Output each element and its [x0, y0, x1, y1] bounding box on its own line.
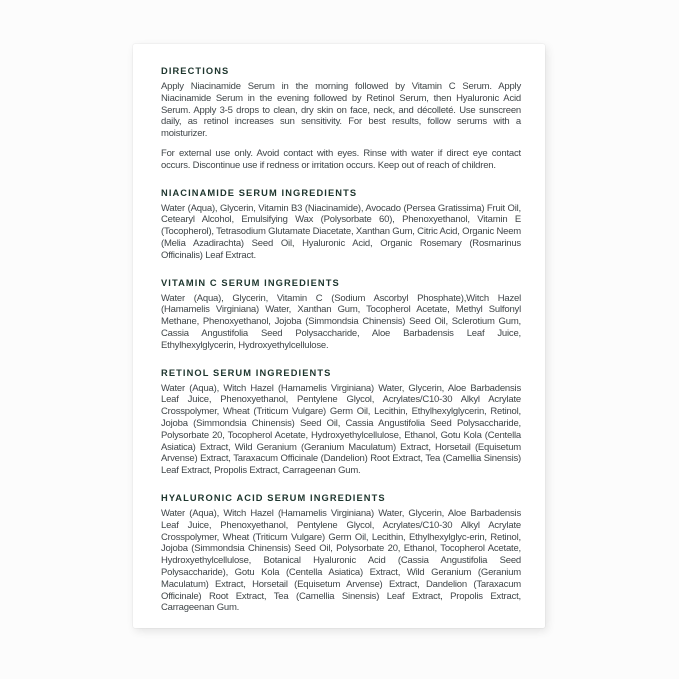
ingredients-label-card — [133, 44, 545, 628]
hyaluronic-acid-ingredients-heading: HYALURONIC ACID SERUM INGREDIENTS — [161, 492, 386, 503]
retinol-ingredients-text: Water (Aqua), Witch Hazel (Hamamelis Virginiana) Water, Glycerin, Aloe Barbadensis Leaf Juice, Phenoxyethanol, Pentylene Glycol, Acrylates/C10-30 Alkyl Acrylate Crosspolymer, Wheat (Triticum Vulgare) Germ Oil, Lecithin, Ethylhexylglycerin, Retinol, Jojoba (Simmondsia Chinensis) Seed Oil, Cassia Angustifolia Seed Polysaccharide, Polysorbate 20, Tocopherol Acetate, Hydroxyethylcellulose, Ethanol, Gotu Kola (Centella Asiatica) Extract, Wild Geranium (Geranium Maculatum) Extract, Horsetail (Equisetum Arvense) Extract, Taraxacum Officinale (Dandelion) Root Extract, Tea (Camellia Sinensis) Leaf Extract, Propolis Extract, Carrageenan Gum. — [161, 382, 521, 477]
section-hyaluronic-acid-ingredients — [161, 492, 521, 614]
vitamin-c-ingredients-text: Water (Aqua), Glycerin, Vitamin C (Sodium Ascorbyl Phosphate),Witch Hazel (Hamamelis Virginiana) Water, Xanthan Gum, Tocopherol Acetate, Methyl Sulfonyl Methane, Phenoxyethanol, Jojoba (Simmondsia Chinensis) Seed Oil, Sclerotium Gum, Cassia Angustifolia Seed Polysaccharide, Aloe Barbadensis Leaf Juice, Ethylhexylglycerin, Hydroxyethylcellulose. — [161, 292, 521, 351]
hyaluronic-acid-ingredients-text: Water (Aqua), Witch Hazel (Hamamelis Virginiana) Water, Glycerin, Aloe Barbadensis Leaf Juice, Phenoxyethanol, Pentylene Glycol, Acrylates/C10-30 Alkyl Acrylate Crosspolymer, Wheat (Triticum Vulgare) Germ Oil, Lecithin, Ethylhexylglyc-erin, Retinol, Jojoba (Simmondsia Chinensis) Seed Oil, Polysorbate 20, Ethanol, Tocopherol Acetate, Hydroxyethylcellulose, Botanical Hyaluronic Acid (Cassia Angustifolia Seed Polysaccharide), Gotu Kola (Centella Asiatica) Extract, Wild Geranium (Geranium Maculatum) Extract, Horsetail (Equisetum Arvense) Extract, Dandelion (Taraxacum Officinale) Root Extract, Tea (Camellia Sinensis) Leaf Extract, Propolis Extract, Carrageenan Gum. — [161, 507, 521, 614]
directions-heading: DIRECTIONS — [161, 66, 230, 76]
section-retinol-ingredients — [161, 367, 521, 477]
section-vitamin-c-ingredients — [161, 277, 521, 352]
external-use-warning-text: For external use only. Avoid contact with eyes. Rinse with water if direct eye contact occurs. Discontinue use if redness or irritation occurs. Keep out of reach of children. — [161, 147, 521, 171]
niacinamide-ingredients-heading: NIACINAMIDE SERUM INGREDIENTS — [161, 187, 358, 198]
section-directions — [161, 65, 521, 172]
niacinamide-ingredients-text: Water (Aqua), Glycerin, Vitamin B3 (Niacinamide), Avocado (Persea Gratissima) Fruit Oil, Cetearyl Alcohol, Emulsifying Wax (Polysorbate 60), Phenoxyethanol, Vitamin E (Tocopherol), Tetrasodium Glutamate Diacetate, Xanthan Gum, Citric Acid, Organic Neem (Melia Azadirachta) Seed Oil, Hyaluronic Acid, Organic Rosemary (Rosmarinus Officinalis) Leaf Extract. — [161, 202, 521, 261]
section-niacinamide-ingredients — [161, 187, 521, 262]
retinol-ingredients-heading: RETINOL SERUM INGREDIENTS — [161, 367, 332, 378]
directions-text: Apply Niacinamide Serum in the morning followed by Vitamin C Serum. Apply Niacinamide Serum in the evening followed by Retinol Serum, then Hyaluronic Acid Serum. Apply 3-5 drops to clean, dry skin on face, neck, and décolleté. Use sunscreen daily, as retinol increases sun sensitivity. For best results, follow serums with a moisturizer. — [161, 81, 521, 140]
vitamin-c-ingredients-heading: VITAMIN C SERUM INGREDIENTS — [161, 277, 340, 288]
